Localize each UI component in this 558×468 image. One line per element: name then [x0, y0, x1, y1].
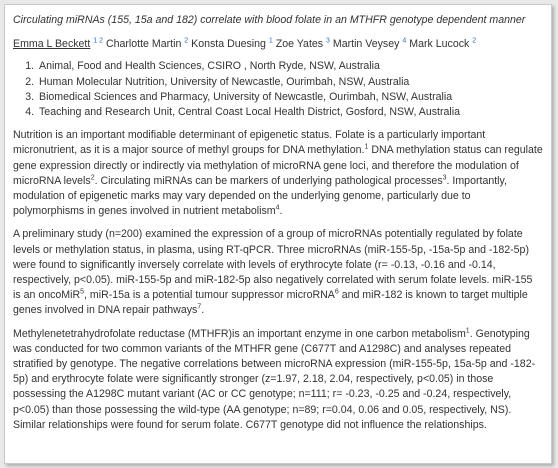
affiliation-list — [13, 59, 543, 120]
author-name: Konsta Duesing — [191, 38, 266, 51]
affiliation-ref[interactable]: 3 — [326, 37, 330, 45]
document-content — [5, 5, 551, 433]
paragraph-text: . — [201, 304, 205, 317]
citation-ref: 1 — [364, 143, 369, 151]
paragraph-text: Methylenetetrahydrofolate reductase (MTHFR)is an important enzyme in one carbon metabolism — [13, 327, 466, 340]
author-list — [13, 37, 543, 52]
paragraph-text: . — [279, 205, 283, 218]
citation-ref: 4 — [275, 204, 280, 212]
paragraph-mthfr — [13, 327, 543, 433]
author-name: Charlotte Martin — [105, 38, 182, 51]
paragraph-study — [13, 227, 543, 318]
paragraph-text: . Circulating miRNAs can be markers of underlying pathological processes — [94, 174, 443, 187]
paragraph-intro — [13, 128, 543, 219]
author-name[interactable]: Emma L Beckett — [13, 38, 91, 51]
affiliation-ref[interactable]: 1 2 — [93, 37, 104, 45]
citation-ref: 6 — [334, 288, 339, 296]
citation-ref: 1 — [465, 327, 470, 335]
affiliation-ref[interactable]: 2 — [472, 37, 477, 45]
affiliation-item: 2. Human Molecular Nutrition, University of Newcastle, Ourimbah, NSW, Australia — [37, 75, 543, 90]
citation-ref: 7 — [197, 303, 202, 311]
affiliation-item: 4. Teaching and Research Unit, Central Coast Local Health District, Gosford, NSW, Australia — [37, 105, 543, 120]
citation-ref: 5 — [80, 288, 85, 296]
paragraph-text: . Genotyping was conducted for two common variants of the MTHFR gene (C677T and A1298C) and analyses repeated stratified by genotype. The negative correlations between microRNA expression (miR-155-5p, 15a-5p and -182-5p) and erythrocyte folate were significantly stronger (z=1.97, 2.18, 2.04, respectively, p<0.05) in those possessing the A1298C mutant variant (AC or CC genotype; n=111; r= -0.23, -0.25 and -0.24, respectively, p<0.05) than those possessing the wild-type (AA genotype; n=89; r=0.04, 0.06 and 0.05, respectively, NS). Similar relationships were found for serum folate. C677T genotype did not influence the relationships. — [13, 327, 536, 431]
affiliation-item: 3. Biomedical Sciences and Pharmacy, University of Newcastle, Ourimbah, NSW, Australia — [37, 90, 543, 105]
author-name: Zoe Yates — [275, 38, 324, 51]
document-card — [4, 4, 552, 464]
paragraph-text: , miR-15a is a potential tumour suppressor microRNA — [84, 289, 335, 302]
paragraph-text: DNA methylation status can regulate gene expression directly or indirectly via methylation of microRNA gene loci, and therefore the modulation of microRNA levels — [13, 144, 543, 187]
affiliation-ref[interactable]: 2 — [184, 37, 189, 45]
affiliation-item: 1. Animal, Food and Health Sciences, CSIRO , North Ryde, NSW, Australia — [37, 59, 543, 74]
citation-ref: 2 — [90, 174, 95, 182]
affiliation-ref[interactable]: 4 — [402, 37, 407, 45]
affiliation-ref[interactable]: 1 — [268, 37, 273, 45]
paragraph-text: A preliminary study (n=200) examined the expression of a group of microRNAs potentially regulated by folate levels or methylation status, in plasma, using RT-qPCR. Three microRNAs (miR-155-5p, -15a-5p and -182-5p) were found to significantly inversely correlate with levels of erythrocyte folate (r= -0.13, -0.16 and -0.14, respectively, p<0.05). miR-155-5p and miR-182-5p also negatively correlated with serum folate levels. miR-155 is an oncoMiR — [13, 228, 533, 302]
citation-ref: 3 — [442, 174, 447, 182]
paragraph-text: and miR-182 is known to target multiple genes involved in DNA repair pathways — [13, 289, 528, 317]
paragraph-text: . Importantly, modulation of epigenetic marks may vary depended on the underlying genome, particularly due to polymorphisms in genes involved in nutrient metabolism — [13, 174, 507, 218]
author-name: Mark Lucock — [409, 38, 470, 51]
paragraph-text: Nutrition is an important modifiable determinant of epigenetic status. Folate is a particularly important micronutrient, as it is a major source of methyl groups for DNA methylation. — [13, 129, 486, 157]
document-title: Circulating miRNAs (155, 15a and 182) correlate with blood folate in an MTHFR genotype dependent manner — [13, 14, 526, 26]
author-name: Martin Veysey — [332, 38, 400, 51]
